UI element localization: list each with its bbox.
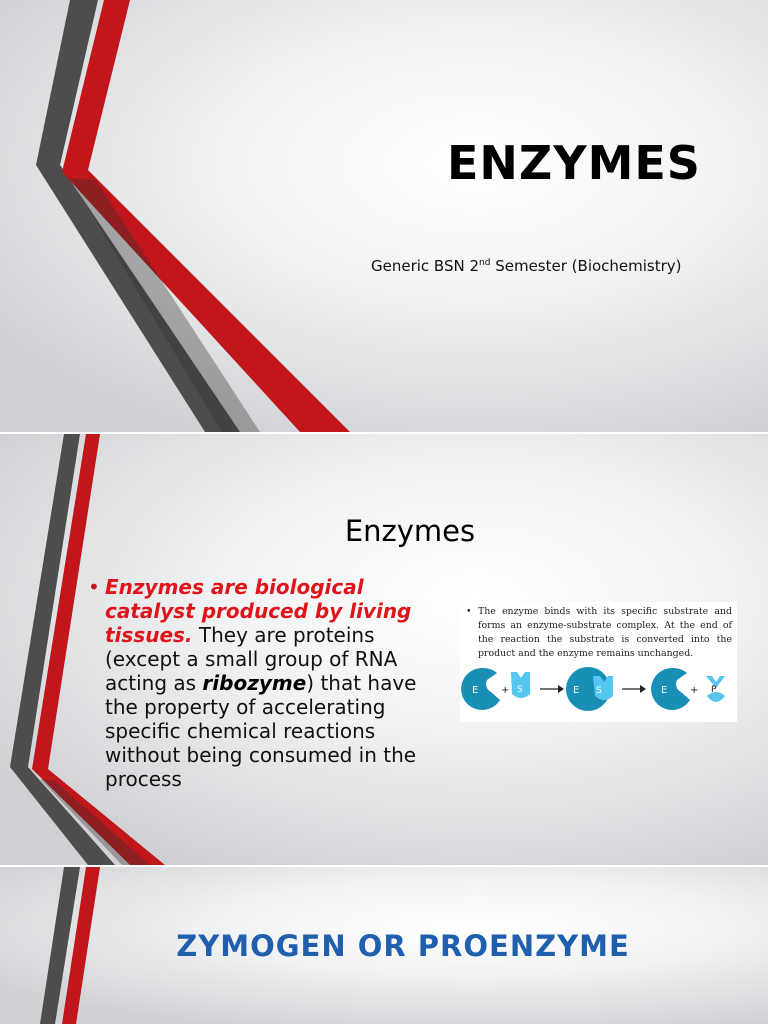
svg-text:+: + xyxy=(690,685,699,696)
slide-decoration xyxy=(0,0,768,432)
figure-caption: • The enzyme binds with its specific substrate and forms an enzyme-substrate complex. At the end of the reaction the substrate is converted into the product and the enzyme remains unchanged. xyxy=(466,606,732,659)
slide-zymogen xyxy=(0,867,768,1024)
product-label: P xyxy=(711,685,717,695)
enzyme-substrate-figure xyxy=(460,602,737,722)
svg-text:S: S xyxy=(596,686,602,696)
definition-text: Enzymes are biological catalyst produced by living tissues. They are proteins (except a small group of RNA acting as ribozyme) that have the property of accelerating specific chemical reactions without being consumed in the process xyxy=(105,575,417,791)
enzyme-shape-icon xyxy=(461,668,500,710)
enzyme-label: E xyxy=(472,685,479,696)
plus-label: + xyxy=(501,685,510,696)
enzyme-reaction-diagram xyxy=(460,662,737,722)
slide-heading: ZYMOGEN OR PROENZYME xyxy=(176,929,630,963)
slide-title xyxy=(0,0,768,432)
presentation-subtitle: Generic BSN 2nd Semester (Biochemistry) xyxy=(371,257,682,275)
arrow-icon xyxy=(640,685,646,693)
bullet-marker: • xyxy=(88,575,100,599)
slide-heading: Enzymes xyxy=(344,514,476,548)
substrate-label: S xyxy=(517,685,523,695)
definition-bullet xyxy=(88,575,418,791)
svg-text:E: E xyxy=(573,685,580,696)
slide-enzymes-definition xyxy=(0,434,768,865)
svg-text:E: E xyxy=(661,685,668,696)
presentation-title: ENZYMES xyxy=(447,136,701,190)
enzyme-shape-icon xyxy=(651,668,690,710)
arrow-icon xyxy=(558,685,564,693)
